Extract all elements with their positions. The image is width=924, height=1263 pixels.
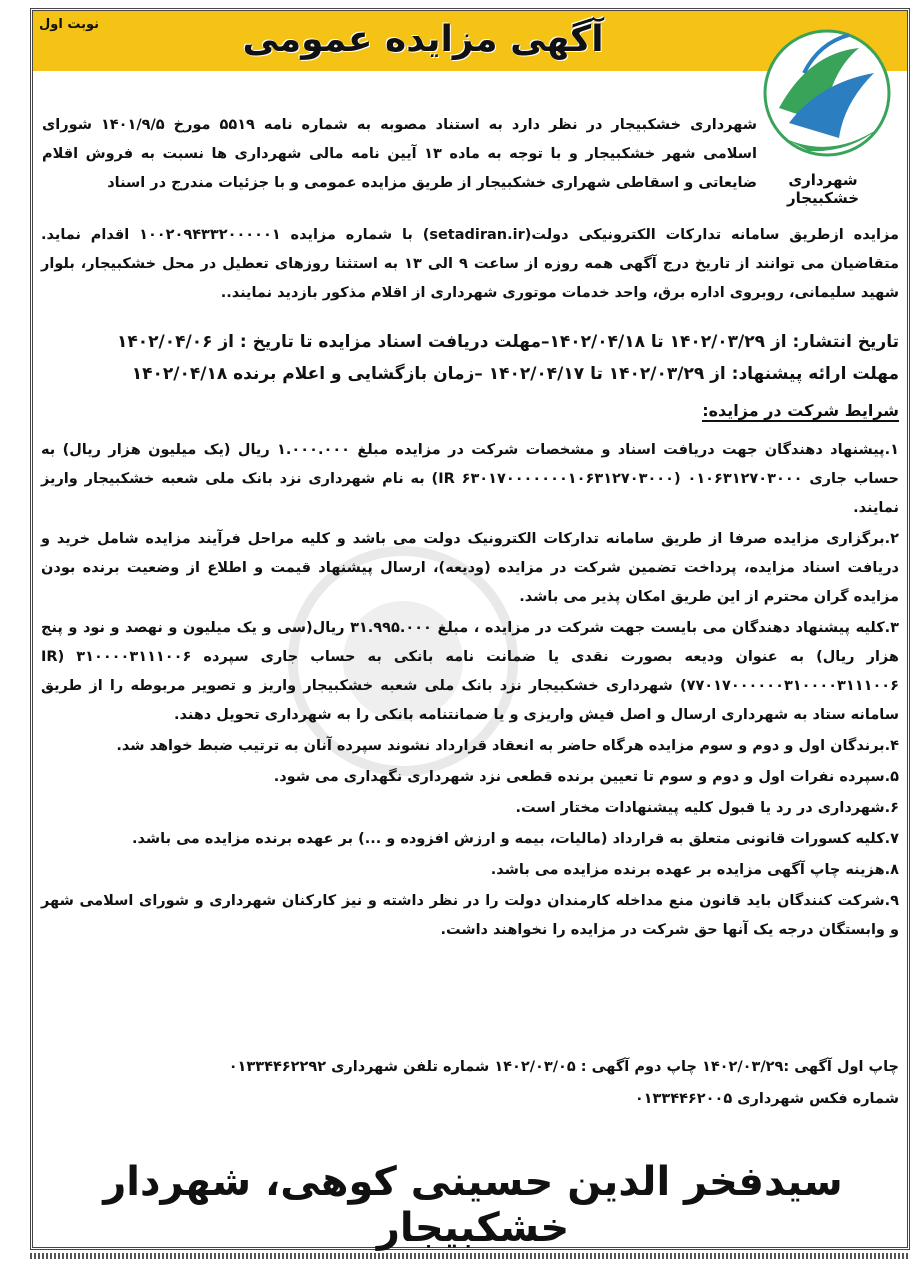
conditions-list xyxy=(41,436,899,947)
municipality-logo xyxy=(749,13,899,193)
condition-item: ۱.پیشنهاد دهندگان جهت دریافت اسناد و مشخصات شرکت در مزایده مبلغ ۱.۰۰۰.۰۰۰ ریال (یک میلیون هزار ریال) به حساب جاری ۰۱۰۶۳۱۲۷۰۳۰۰۰ (IR ۶۳۰۱۷۰۰۰۰۰۰۰۱۰۶۳۱۲۷۰۳۰۰۰) به نام شهرداری نزد بانک ملی شعبه خشکبیجار واریز نمایند. xyxy=(41,442,899,516)
publication-dates: تاریخ انتشار: از ۱۴۰۲/۰۳/۲۹ تا ۱۴۰۲/۰۴/۱۸–مهلت دریافت اسناد مزایده تا تاریخ : از ۱۴۰۲/۰۴/۰۶ xyxy=(117,332,899,352)
condition-item: ۷.کلیه کسورات قانونی متعلق به قرارداد (مالیات، بیمه و ارزش افزوده و ...) بر عهده برنده مزایده می باشد. xyxy=(132,831,899,847)
condition-item: ۲.برگزاری مزایده صرفا از طریق سامانه تدارکات الکترونیک دولت می باشد و کلیه مراحل فرآیند مزایده شامل خرید و دریافت اسناد مزایده، پرداخت تضمین شرکت در مزایده (ودیعه)، ارسال پیشنهاد قیمت و اطلاع از وضعیت برنده بودن مزایده گران محترم از این طریق امکان پذیر می باشد. xyxy=(41,531,899,605)
condition-item: ۴.برندگان اول و دوم و سوم مزایده هرگاه حاضر به انعقاد قرارداد نشوند سپرده آنان به ترتیب ضبط خواهد شد. xyxy=(116,738,899,754)
condition-item: ۶.شهرداری در رد یا قبول کلیه پیشنهادات مختار است. xyxy=(515,800,899,816)
condition-item: ۳.کلیه پیشنهاد دهندگان می بایست جهت شرکت در مزایده ، مبلغ ۳۱.۹۹۵.۰۰۰ ریال(سی و یک میلیون و نهصد و نود و پنج هزار ریال) به عنوان ودیعه بصورت نقدی یا ضمانت نامه بانکی به حساب جاری سپرده ۳۱۰۰۰۰۳۱۱۱۰۰۶ (IR ۷۷۰۱۷۰۰۰۰۰۰۳۱۰۰۰۰۳۱۱۱۰۰۶) شهرداری خشکبیجار نزد بانک ملی شعبه خشکبیجار واریز و تصویر مربوطه را از طریق سامانه ستاد به شهرداری ارسال و اصل فیش واریزی و یا ضمانتنامه بانکی را به شهرداری تحویل دهند. xyxy=(41,620,900,723)
bottom-divider xyxy=(30,1253,910,1259)
print-dates-phone: چاپ اول آگهی :۱۴۰۲/۰۳/۲۹ چاپ دوم آگهی : ۱۴۰۲/۰۳/۰۵ شماره تلفن شهرداری ۰۱۳۳۴۴۶۲۲۹۲ xyxy=(228,1059,899,1075)
condition-item: ۸.هزینه چاپ آگهی مزایده بر عهده برنده مزایده می باشد. xyxy=(490,862,899,878)
footer-info xyxy=(41,1051,899,1115)
intro-paragraph-bottom: مزایده ازطریق سامانه تدارکات الکترونیکی دولت(setadiran.ir) با شماره مزایده ۱۰۰۲۰۹۴۳۳۲۰۰۰۰۰۱ اقدام نماید. متقاضیان می توانند از تاریخ درج آگهی همه روزه از ساعت ۹ الی ۱۳ به استثنا روزهای تعطیل در محل خشکبیجار، بلوار شهید سلیمانی، روبروی اداره برق، واحد خدمات موتوری شهرداری از اقلام مذکور بازدید نمایند.. xyxy=(41,227,899,301)
condition-item: ۵.سپرده نفرات اول و دوم و سوم تا تعیین برنده قطعی نزد شهرداری نگهداری می شود. xyxy=(273,769,899,785)
round-label: نوبت اول xyxy=(39,17,100,32)
conditions-title: شرایط شرکت در مزایده: xyxy=(702,401,899,420)
intro-paragraph-top: شهرداری خشکبیجار در نظر دارد به استناد مصوبه به شماره نامه ۵۵۱۹ مورخ ۱۴۰۱/۹/۵ شورای اسلامی شهر خشکبیجار و با توجه به ماده ۱۳ آیین نامه مالی شهرداری ها نسبت به فروش اقلام ضایعاتی و اسقاطی شهراری خشکبیجار از طریق مزایده عمومی و با جزئیات مندرج در اسناد xyxy=(42,117,757,191)
notice-title: آگهی مزایده عمومی xyxy=(242,19,604,60)
logo-caption: شهرداری خشکبیجار xyxy=(786,171,860,207)
proposal-dates: مهلت ارائه پیشنهاد: از ۱۴۰۲/۰۳/۲۹ تا ۱۴۰۲/۰۴/۱۷ –زمان بازگشایی و اعلام برنده ۱۴۰۲/۰۴/۱۸ xyxy=(131,364,899,384)
notice-frame xyxy=(30,8,910,1250)
dates-block xyxy=(41,326,899,390)
mayor-signature: سیدفخر الدین حسینی کوهی، شهردار خشکبیجار xyxy=(103,1159,843,1251)
fax-number: شماره فکس شهرداری ۰۱۳۳۴۴۶۲۰۰۵ xyxy=(634,1091,899,1107)
condition-item: ۹.شرکت کنندگان باید قانون منع مداخله کارمندان دولت را در نظر داشته و نیز کارکنان شهرداری و شورای اسلامی شهر و وابستگان درجه یک آنها حق شرکت در مزایده را نخواهند داشت. xyxy=(41,893,899,938)
